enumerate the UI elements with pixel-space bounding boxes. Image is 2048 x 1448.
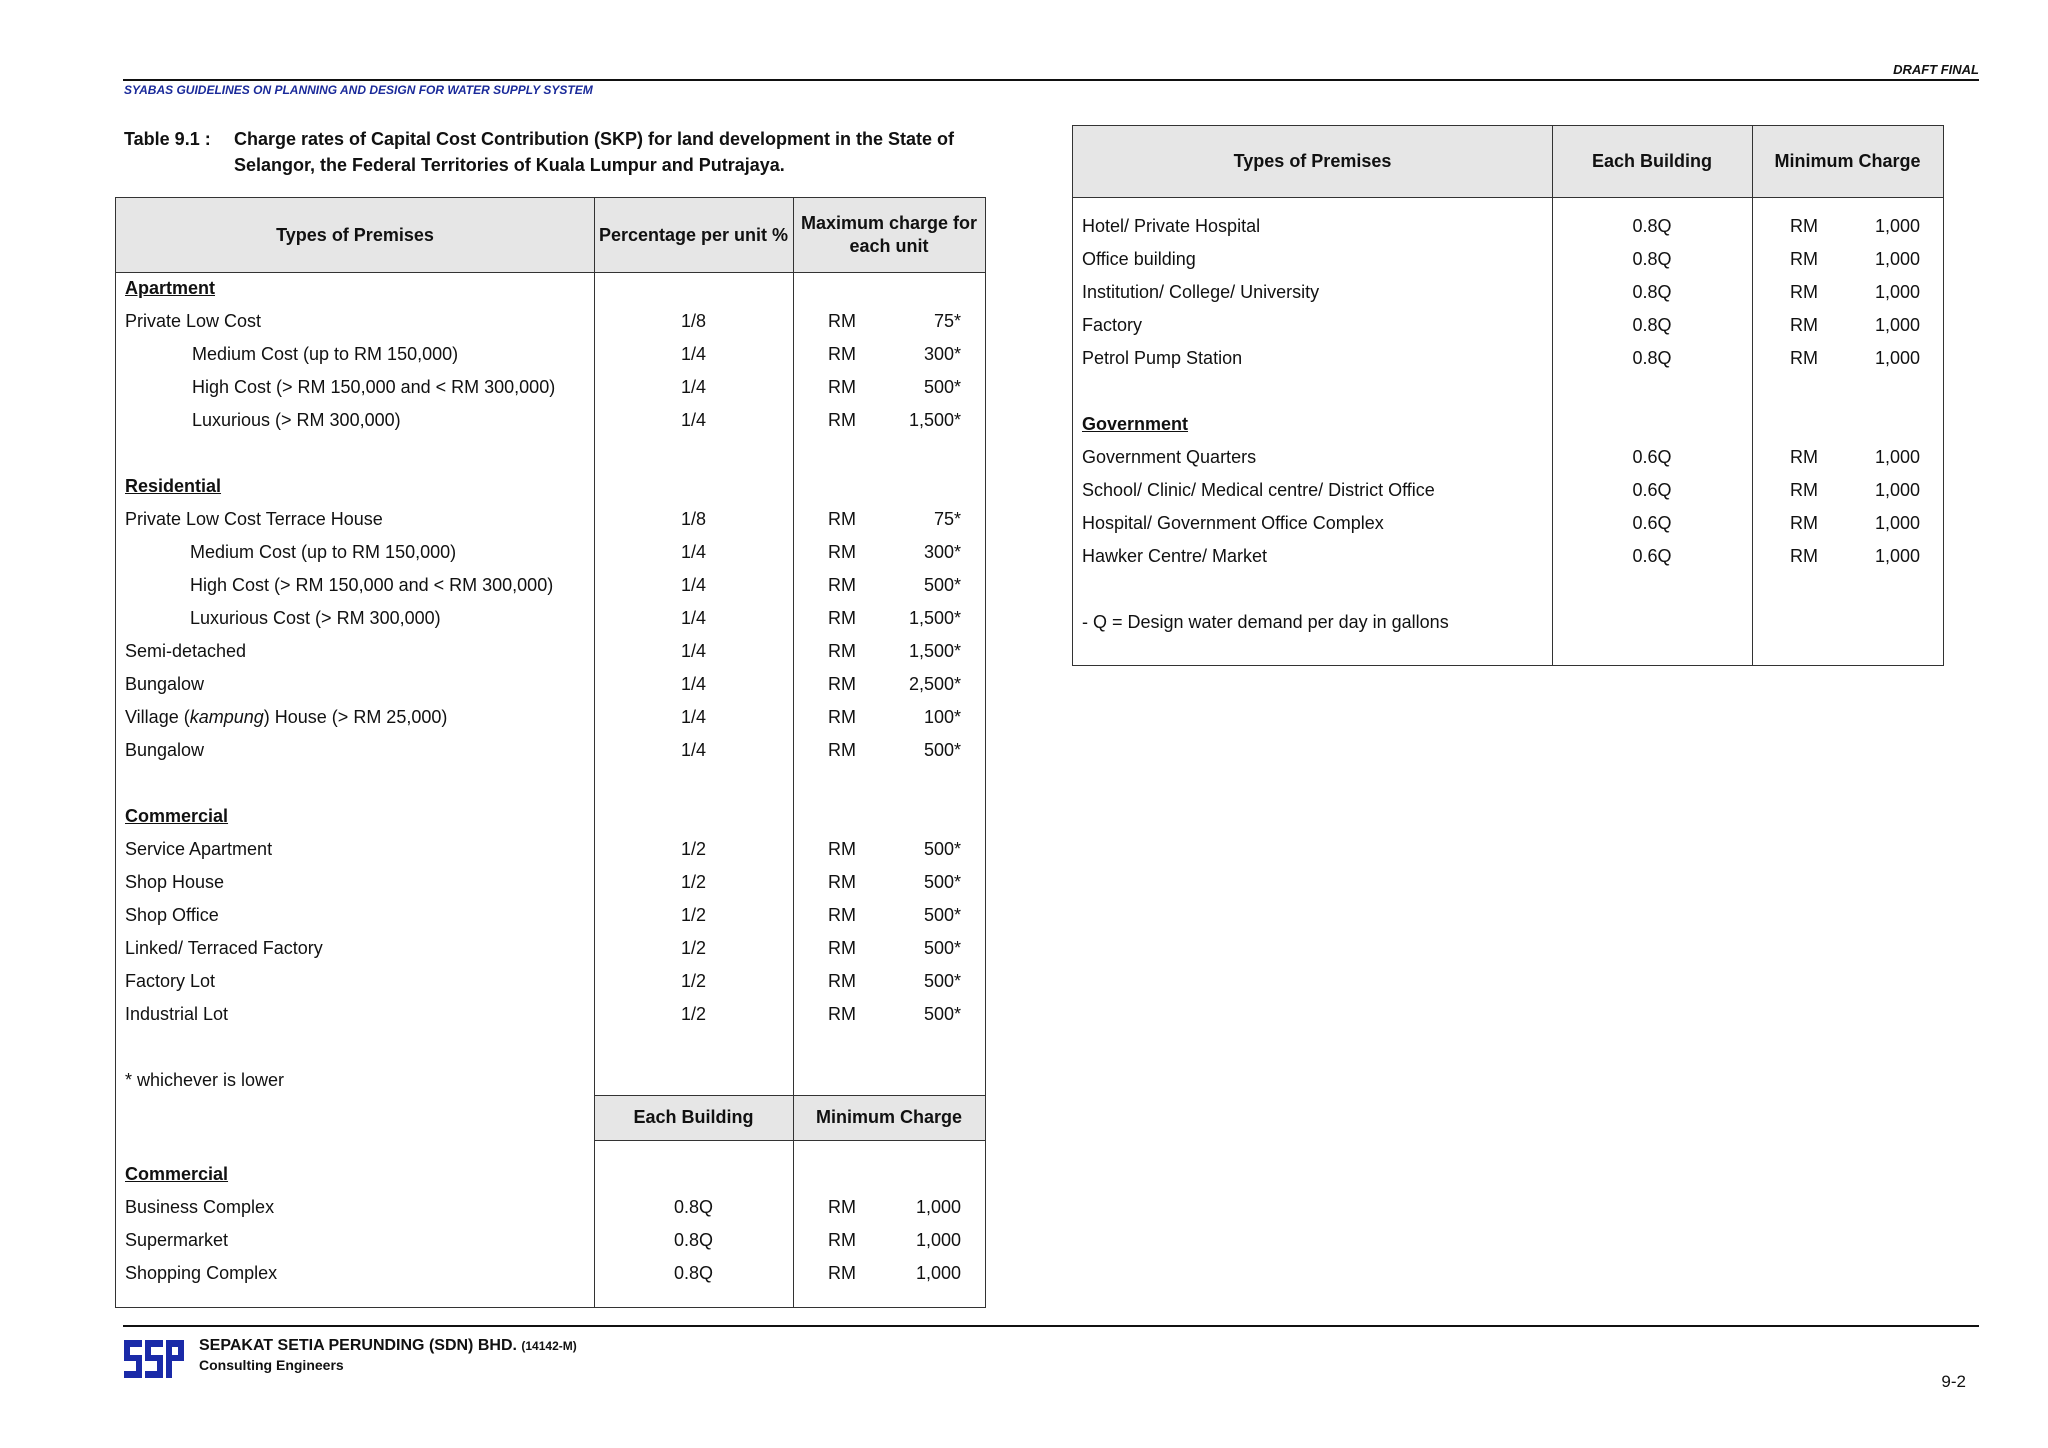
rate-value: 0.8Q <box>1632 216 1672 236</box>
rate-value: 1/2 <box>680 905 707 925</box>
table-row <box>1073 540 1943 573</box>
table-row <box>116 536 985 569</box>
header-rule <box>123 79 1979 81</box>
premise-name: Business Complex <box>125 1197 275 1217</box>
premise-name: Luxurious Cost (> RM 300,000) <box>190 608 441 628</box>
firm-subtitle: Consulting Engineers <box>199 1357 344 1373</box>
table-row <box>116 734 985 767</box>
charge-amount: 2,500* <box>908 674 961 694</box>
header-right-label: DRAFT FINAL <box>1893 62 1979 77</box>
firm-block <box>199 1336 577 1375</box>
rate-value: 1/4 <box>680 410 707 430</box>
charge-amount: 1,000 <box>1874 249 1920 269</box>
premise-name: School/ Clinic/ Medical centre/ District Office <box>1082 480 1435 500</box>
spacer-row <box>116 437 985 470</box>
rate-value: 0.8Q <box>1632 282 1672 302</box>
spacer-row <box>116 1031 985 1064</box>
premise-name: Office building <box>1082 249 1196 269</box>
section-heading-row <box>1073 408 1943 441</box>
charge-amount: 1,000 <box>1874 546 1920 566</box>
rate-value: 1/4 <box>680 344 707 364</box>
table-row <box>1073 309 1943 342</box>
currency-label: RM <box>828 905 856 925</box>
currency-label: RM <box>828 872 856 892</box>
premise-name: Industrial Lot <box>125 1004 229 1024</box>
table-row <box>116 404 985 437</box>
premise-name: Bungalow <box>125 674 205 694</box>
charge-amount: 1,000 <box>915 1197 961 1217</box>
currency-label: RM <box>828 641 856 661</box>
premise-name: Shop Office <box>125 905 219 925</box>
charge-amount: 500* <box>923 740 961 760</box>
table-row <box>116 1224 985 1257</box>
rate-value: 1/4 <box>680 641 707 661</box>
table-row <box>116 899 985 932</box>
section-heading-row <box>116 272 985 305</box>
rate-value: 1/8 <box>680 509 707 529</box>
currency-label: RM <box>1790 216 1818 236</box>
table-row <box>1073 342 1943 375</box>
right-table-header-rule <box>1073 197 1943 198</box>
rate-value: 0.8Q <box>673 1230 714 1250</box>
section-heading: Residential <box>125 476 222 496</box>
rate-value: 0.8Q <box>1632 348 1672 368</box>
premise-name: Medium Cost (up to RM 150,000) <box>192 344 459 364</box>
currency-label: RM <box>1790 546 1818 566</box>
charge-amount: 1,000 <box>1874 513 1920 533</box>
rate-value: 0.6Q <box>1632 447 1672 467</box>
charge-amount: 500* <box>923 1004 961 1024</box>
section-heading: Commercial <box>125 1164 229 1184</box>
left-table-header-col3: Maximum charge for each unit <box>793 198 985 272</box>
currency-label: RM <box>1790 315 1818 335</box>
currency-label: RM <box>828 608 856 628</box>
rate-value: 0.6Q <box>1632 546 1672 566</box>
ssp-logo-icon <box>124 1340 184 1378</box>
premise-name: Linked/ Terraced Factory <box>125 938 323 958</box>
firm-reg-no: (14142-M) <box>521 1339 577 1353</box>
table-row <box>116 635 985 668</box>
currency-label: RM <box>828 377 856 397</box>
currency-label: RM <box>828 575 856 595</box>
rate-value: 1/2 <box>680 839 707 859</box>
currency-label: RM <box>1790 348 1818 368</box>
premise-name: Bungalow <box>125 740 205 760</box>
table-row <box>116 998 985 1031</box>
caption-line-1: Charge rates of Capital Cost Contribution (SKP) for land development in the State of <box>234 129 955 149</box>
currency-label: RM <box>828 1230 856 1250</box>
table-row <box>116 602 985 635</box>
rate-value: 1/2 <box>680 872 707 892</box>
currency-label: RM <box>828 542 856 562</box>
table-number: Table 9.1 : <box>124 129 211 149</box>
charge-amount: 300* <box>923 542 961 562</box>
left-table <box>115 197 986 1308</box>
table-row <box>1073 606 1943 639</box>
premise-name: Luxurious (> RM 300,000) <box>192 410 401 430</box>
section-heading-row <box>116 470 985 503</box>
section-heading: Government <box>1082 414 1189 434</box>
rate-value: 0.6Q <box>1632 513 1672 533</box>
charge-amount: 500* <box>923 971 961 991</box>
rate-value: 1/4 <box>680 608 707 628</box>
rate-value: 1/4 <box>680 740 707 760</box>
premise-name: Factory Lot <box>125 971 216 991</box>
charge-amount: 1,000 <box>915 1263 961 1283</box>
table-row <box>116 1191 985 1224</box>
charge-amount: 1,000 <box>1874 315 1920 335</box>
currency-label: RM <box>828 674 856 694</box>
table-row <box>1073 507 1943 540</box>
table-row <box>116 668 985 701</box>
rate-value: 1/2 <box>680 971 707 991</box>
currency-label: RM <box>828 1263 856 1283</box>
rate-value: 1/2 <box>680 938 707 958</box>
charge-amount: 500* <box>923 575 961 595</box>
table-row <box>116 1257 985 1290</box>
table-row <box>116 932 985 965</box>
right-table-header-col2: Each Building <box>1552 126 1752 197</box>
rate-value: 1/4 <box>680 377 707 397</box>
table-row <box>1073 474 1943 507</box>
premise-name: Institution/ College/ University <box>1082 282 1320 302</box>
premise-name: Government Quarters <box>1082 447 1257 467</box>
table-row <box>116 569 985 602</box>
charge-amount: 1,500* <box>908 641 961 661</box>
premise-name: High Cost (> RM 150,000 and < RM 300,000) <box>192 377 556 397</box>
charge-amount: 500* <box>923 839 961 859</box>
caption-line-2: Selangor, the Federal Territories of Kuala Lumpur and Putrajaya. <box>234 155 785 175</box>
section-heading-row <box>116 1158 985 1191</box>
rate-value: 1/4 <box>680 575 707 595</box>
table-row <box>116 866 985 899</box>
table-caption <box>124 126 1024 178</box>
table-row <box>1073 243 1943 276</box>
premise-name: Private Low Cost <box>125 311 262 331</box>
charge-amount: 1,000 <box>915 1230 961 1250</box>
left-table-subheader-col2: Each Building <box>594 1095 793 1140</box>
rate-value: 0.6Q <box>1632 480 1672 500</box>
footer-rule <box>123 1325 1979 1327</box>
premise-name: Factory <box>1082 315 1143 335</box>
right-table-header-col3: Minimum Charge <box>1752 126 1943 197</box>
header-left-label: SYABAS GUIDELINES ON PLANNING AND DESIGN FOR WATER SUPPLY SYSTEM <box>124 83 593 97</box>
premise-name: * whichever is lower <box>125 1070 285 1090</box>
premise-name: Petrol Pump Station <box>1082 348 1243 368</box>
table-row <box>116 503 985 536</box>
currency-label: RM <box>1790 447 1818 467</box>
rate-value: 0.8Q <box>1632 315 1672 335</box>
premise-name: Shopping Complex <box>125 1263 278 1283</box>
spacer-row <box>1073 375 1943 408</box>
rate-value: 1/4 <box>680 674 707 694</box>
premise-name: Hotel/ Private Hospital <box>1082 216 1261 236</box>
currency-label: RM <box>828 1197 856 1217</box>
charge-amount: 1,500* <box>908 608 961 628</box>
currency-label: RM <box>828 938 856 958</box>
currency-label: RM <box>828 344 856 364</box>
rate-value: 0.8Q <box>673 1197 714 1217</box>
charge-amount: 500* <box>923 938 961 958</box>
charge-amount: 1,000 <box>1874 348 1920 368</box>
charge-amount: 1,000 <box>1874 480 1920 500</box>
premise-name: Supermarket <box>125 1230 229 1250</box>
charge-amount: 500* <box>923 905 961 925</box>
table-row <box>116 371 985 404</box>
charge-amount: 300* <box>923 344 961 364</box>
section-heading-row <box>116 800 985 833</box>
section-heading: Commercial <box>125 806 229 826</box>
charge-amount: 500* <box>923 377 961 397</box>
currency-label: RM <box>1790 480 1818 500</box>
spacer-row <box>116 767 985 800</box>
left-table-subheader-bottom-rule <box>594 1140 985 1141</box>
rate-value: 1/2 <box>680 1004 707 1024</box>
premise-name: Private Low Cost Terrace House <box>125 509 383 529</box>
right-table <box>1072 125 1944 666</box>
currency-label: RM <box>1790 249 1818 269</box>
charge-amount: 1,000 <box>1874 216 1920 236</box>
left-table-subheader-col3: Minimum Charge <box>793 1095 985 1140</box>
premise-name: Hospital/ Government Office Complex <box>1082 513 1384 533</box>
charge-amount: 1,000 <box>1874 282 1920 302</box>
right-table-header-col1: Types of Premises <box>1073 126 1552 197</box>
currency-label: RM <box>1790 513 1818 533</box>
charge-amount: 1,500* <box>908 410 961 430</box>
page-number: 9-2 <box>1941 1372 1966 1391</box>
charge-amount: 100* <box>923 707 961 727</box>
rate-value: 0.8Q <box>673 1263 714 1283</box>
premise-name: High Cost (> RM 150,000 and < RM 300,000) <box>190 575 554 595</box>
firm-name: SEPAKAT SETIA PERUNDING (SDN) BHD. <box>199 1337 517 1354</box>
table-row <box>116 701 985 734</box>
premise-name: Shop House <box>125 872 225 892</box>
table-row <box>1073 276 1943 309</box>
currency-label: RM <box>828 707 856 727</box>
section-heading: Apartment <box>125 278 216 298</box>
rate-value: 1/4 <box>680 707 707 727</box>
premise-name: Hawker Centre/ Market <box>1082 546 1268 566</box>
table-row <box>116 1064 985 1097</box>
charge-amount: 1,000 <box>1874 447 1920 467</box>
currency-label: RM <box>828 410 856 430</box>
premise-name: Semi-detached <box>125 641 247 661</box>
table-row <box>116 338 985 371</box>
rate-value: 0.8Q <box>1632 249 1672 269</box>
table-row <box>116 833 985 866</box>
currency-label: RM <box>828 740 856 760</box>
table-row <box>116 305 985 338</box>
currency-label: RM <box>1790 282 1818 302</box>
left-table-header-col1: Types of Premises <box>116 198 594 272</box>
currency-label: RM <box>828 839 856 859</box>
currency-label: RM <box>828 1004 856 1024</box>
charge-amount: 500* <box>923 872 961 892</box>
currency-label: RM <box>828 509 856 529</box>
rate-value: 1/4 <box>680 542 707 562</box>
currency-label: RM <box>828 971 856 991</box>
table-row <box>1073 441 1943 474</box>
premise-name: - Q = Design water demand per day in gallons <box>1082 612 1449 632</box>
table-row <box>1073 210 1943 243</box>
charge-amount: 75* <box>933 311 961 331</box>
currency-label: RM <box>828 311 856 331</box>
rate-value: 1/8 <box>680 311 707 331</box>
premise-name: Medium Cost (up to RM 150,000) <box>190 542 457 562</box>
left-table-header-col2: Percentage per unit % <box>594 198 793 272</box>
spacer-row <box>1073 573 1943 606</box>
charge-amount: 75* <box>933 509 961 529</box>
premise-name: Village (kampung) House (> RM 25,000) <box>125 707 448 727</box>
table-row <box>116 965 985 998</box>
premise-name: Service Apartment <box>125 839 273 859</box>
